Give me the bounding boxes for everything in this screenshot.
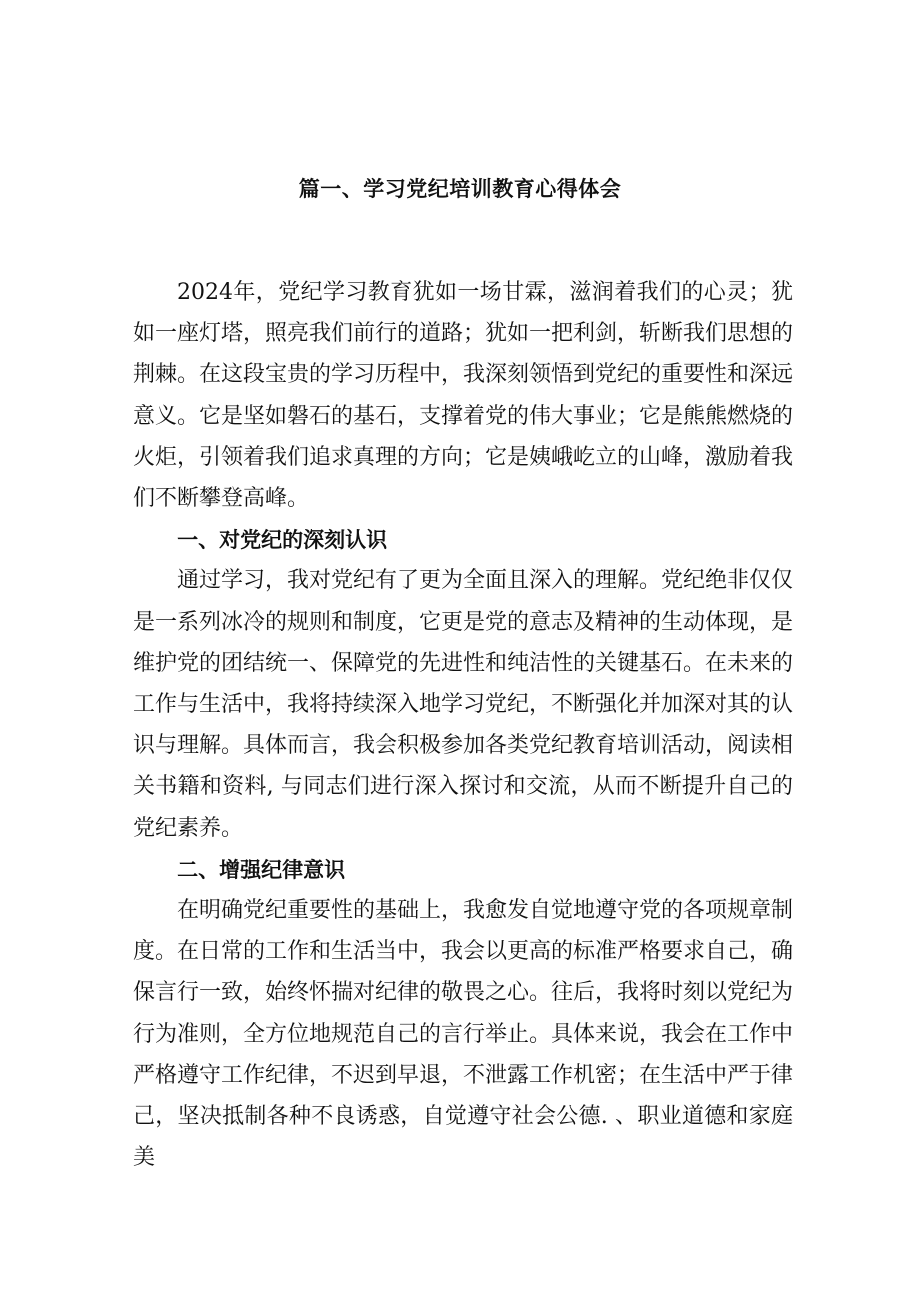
document-title: 篇一、学习党纪培训教育心得体会 (298, 176, 622, 201)
section-heading-1: 一、对党纪的深刻认识 (177, 527, 388, 553)
paragraph-section-1: 通过学习，我对党纪有了更为全面且深入的理解。党纪绝非仅仅是一系列冰冷的规则和制度，它更是党的意志及精神的生动体现，是维护党的团结统一、保障党的先进性和纯洁性的关键基石。在未来的工作与生活中，我将持续深入地学习党纪，不断强化并加深对其的认识与理解。具体而言，我会积极参加各类党纪教育培训活动，阅读相关书籍和资料, 与同志们进行深入探讨和交流，从而不断提升自己的党纪素养。 (133, 568, 794, 841)
document-body (133, 272, 793, 1178)
paragraph-intro: 2024年，党纪学习教育犹如一场甘霖，滋润着我们的心灵；犹如一座灯塔，照亮我们前行的道路；犹如一把利剑，斩断我们思想的荆棘。在这段宝贵的学习历程中，我深刻领悟到党纪的重要性和深远意义。它是坚如磐石的基石，支撑着党的伟大事业；它是熊熊燃烧的火炬，引领着我们追求真理的方向；它是姨峨屹立的山峰，激励着我们不断攀登高峰。 (133, 280, 794, 512)
paragraph-section-2: 在明确党纪重要性的基础上，我愈发自觉地遵守党的各项规章制度。在日常的工作和生活当中，我会以更高的标准严格要求自己，确保言行一致，始终怀揣对纪律的敬畏之心。往后，我将时刻以党纪为行为准则，全方位地规范自己的言行举止。具体来说，我会在工作中严格遵守工作纪律，不迟到早退，不泄露工作机密；在生活中严于律己，坚决抵制各种不良诱惑，自觉遵守社会公德. 、职业道德和家庭美 (133, 898, 794, 1171)
section-heading-2: 二、增强纪律意识 (177, 856, 346, 882)
